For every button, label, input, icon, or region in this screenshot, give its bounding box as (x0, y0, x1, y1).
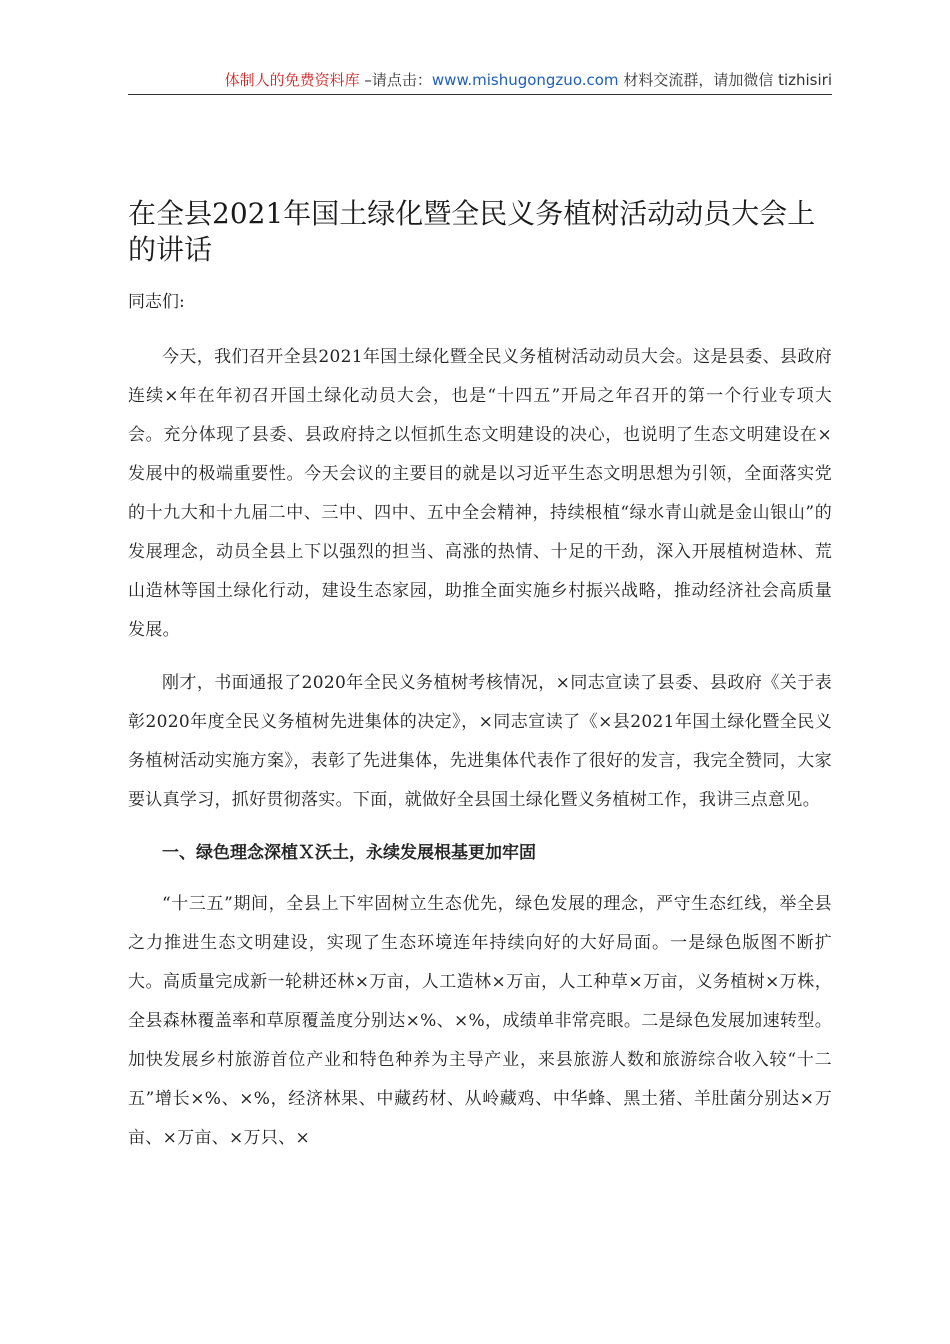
header-click-prompt: –请点击： (359, 71, 432, 89)
greeting: 同志们: (128, 292, 185, 312)
header-site-name: 体制人的免费资料库 (224, 71, 360, 89)
paragraph-summary: 刚才，书面通报了2020年全民义务植树考核情况，×同志宣读了县委、县政府《关于表彰2020年度全民义务植树先进集体的决定》，×同志宣读了《×县2021年国土绿化暨全民义务植树活动实施方案》，表彰了先进集体，先进集体代表作了很好的发言，我完全赞同，大家要认真学习，抓好贯彻落实。下面，就做好全县国土绿化暨义务植树工作，我讲三点意见。 (128, 673, 832, 810)
paragraph-intro: 今天，我们召开全县2021年国土绿化暨全民义务植树活动动员大会。这是县委、县政府连续×年在年初召开国土绿化动员大会，也是“十四五”开局之年召开的第一个行业专项大会。充分体现了县委、县政府持之以恒抓生态文明建设的决心，也说明了生态文明建设在×发展中的极端重要性。今天会议的主要目的就是以习近平生态文明思想为引领，全面落实党的十九大和十九届二中、三中、四中、五中全会精神，持续根植“绿水青山就是金山银山”的发展理念，动员全县上下以强烈的担当、高涨的热情、十足的干劲，深入开展植树造林、荒山造林等国土绿化行动，建设生态家园，助推全面实施乡村振兴战略，推动经济社会高质量发展。 (128, 347, 832, 640)
section-heading-1: 一、绿色理念深植Ｘ沃土，永续发展根基更加牢固 (162, 843, 536, 863)
header-url-link[interactable]: www.mishugongzuo.com (431, 71, 619, 89)
header-group-text: 材料交流群，请加微信 tizhisiri (618, 71, 832, 89)
document-body (128, 338, 832, 1172)
paragraph-section-1: “十三五”期间，全县上下牢固树立生态优先，绿色发展的理念，严守生态红线，举全县之力推进生态文明建设，实现了生态环境连年持续向好的大好局面。一是绿色版图不断扩大。高质量完成新一轮耕还林×万亩，人工造林×万亩，人工种草×万亩，义务植树×万株，全县森林覆盖率和草原覆盖度分别达×%、×%，成绩单非常亮眼。二是绿色发展加速转型。加快发展乡村旅游首位产业和特色种养为主导产业，来县旅游人数和旅游综合收入较“十二五”增长×%、×%，经济林果、中藏药材、从岭藏鸡、中华蜂、黑土猪、羊肚菌分别达×万亩、×万亩、×万只、× (128, 894, 832, 1148)
document-title: 在全县2021年国土绿化暨全民义务植树活动动员大会上的讲话 (128, 197, 816, 266)
page-header (128, 70, 832, 95)
